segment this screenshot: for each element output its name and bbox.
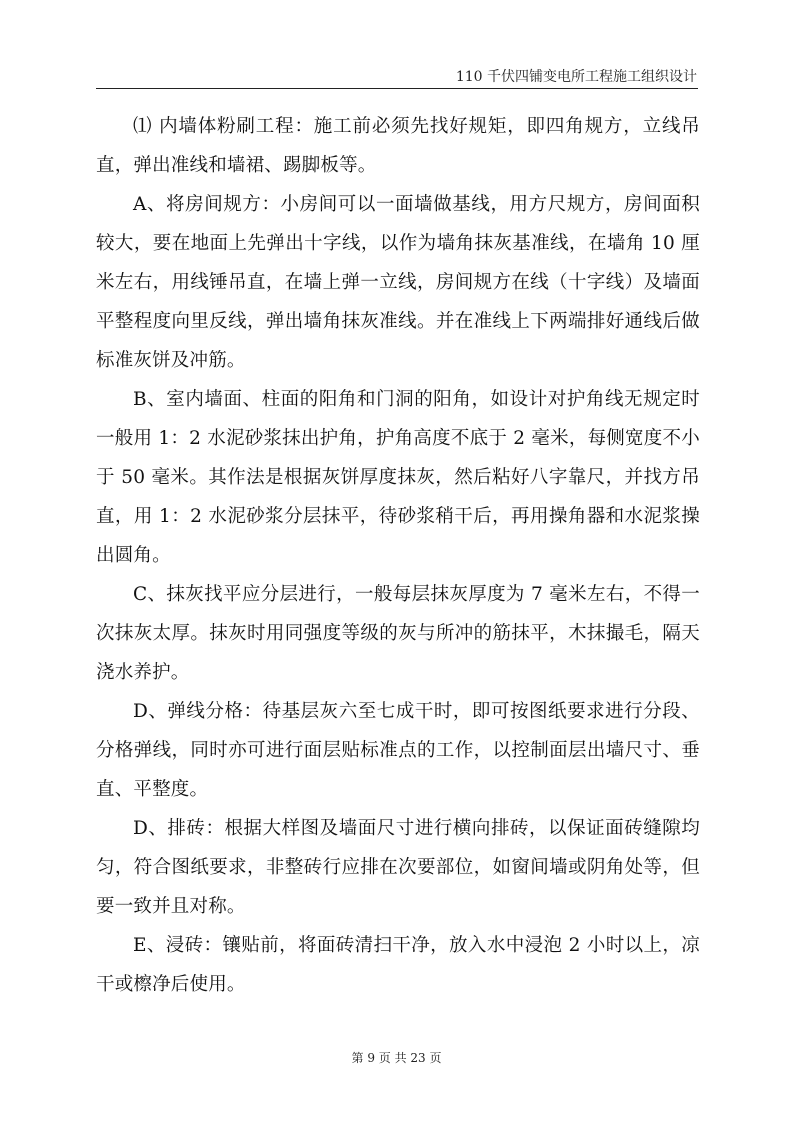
paragraph-room-squaring: A、将房间规方：小房间可以一面墙做基线，用方尺规方，房间面积较大，要在地面上先弹出十字线，以作为墙角抹灰基准线，在墙角 10 厘米左右，用线锤吊直，在墙上弹一立线，房间规方在线（十字线）及墙面平整程度向里反线，弹出墙角抹灰准线。并在准线上下两端排好通线后做标准灰饼及冲筋。	[96, 194, 700, 371]
page-number-footer: 第 9 页 共 23 页	[351, 1051, 442, 1065]
paragraph-layered-plastering: C、抹灰找平应分层进行，一般每层抹灰厚度为 7 毫米左右，不得一次抹灰太厚。抹灰时用同强度等级的灰与所冲的筋抹平，木抹撮毛，隔天浇水养护。	[96, 584, 700, 683]
paragraph-tile-arrangement: D、排砖：根据大样图及墙面尺寸进行横向排砖，以保证面砖缝隙均匀，符合图纸要求，非整砖行应排在次要部位，如窗间墙或阴角处等，但要一致并且对称。	[96, 818, 700, 917]
paragraph-interior-plastering: ⑴ 内墙体粉刷工程：施工前必须先找好规矩，即四角规方，立线吊直，弹出准线和墙裙、踢脚板等。	[96, 116, 700, 176]
paragraph-corner-protection: B、室内墙面、柱面的阳角和门洞的阳角，如设计对护角线无规定时一般用 1：2 水泥砂浆抹出护角，护角高度不底于 2 毫米，每侧宽度不小于 50 毫米。其作法是根据灰饼厚度抹灰，然后粘好八字靠尺，并找方吊直，用 1：2 水泥砂浆分层抹平，待砂浆稍干后，再用操角器和水泥浆操出圆角。	[96, 389, 700, 566]
paragraph-tile-soaking: E、浸砖：镶贴前，将面砖清扫干净，放入水中浸泡 2 小时以上，凉干或檫净后使用。	[96, 935, 700, 995]
document-header-title: 110 千伏四铺变电所工程施工组织设计	[455, 69, 697, 85]
document-body	[96, 107, 700, 1004]
paragraph-line-marking: D、弹线分格：待基层灰六至七成干时，即可按图纸要求进行分段、分格弹线，同时亦可进行面层贴标准点的工作，以控制面层出墙尺寸、垂直、平整度。	[96, 701, 700, 800]
header-divider	[96, 88, 698, 89]
